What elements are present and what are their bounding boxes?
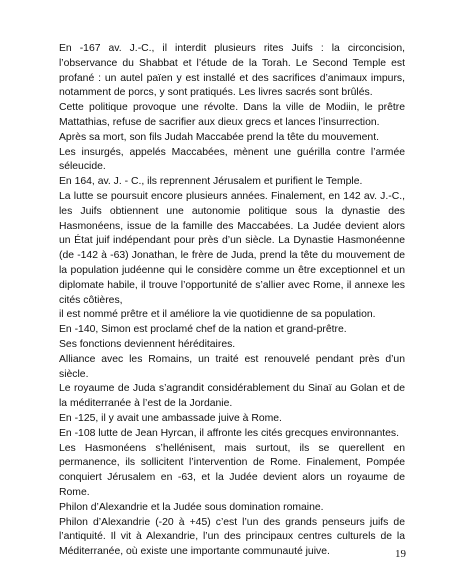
paragraph-judah-maccabee: Après sa mort, son fils Judah Maccabée prend la tête du mouvement.	[59, 131, 379, 143]
body-text	[59, 42, 405, 560]
paragraph-revolt: Cette politique provoque une révolte. Dans la ville de Modiin, le prêtre Mattathias, refuse de sacrifier aux dieux grecs et lances l’insurrection.	[59, 102, 405, 128]
paragraph-philo: Philon d’Alexandrie (-20 à +45) c’est l’un des grands penseurs juifs de l’antiquité. Il vit à Alexandrie, l’un des principaux centres culturels de la Méditerranée, où existe une importante communauté juive.	[59, 516, 405, 558]
page-number: 19	[395, 548, 406, 560]
paragraph-jerusalem-retaken: En 164, av. J. - C., ils reprennent Jérusalem et purifient le Temple.	[59, 176, 363, 188]
paragraph-philo-heading: Philon d’Alexandrie et la Judée sous domination romaine.	[59, 501, 324, 513]
paragraph-antiochus-decrees: En -167 av. J.-C., il interdit plusieurs rites Juifs : la circoncision, l’observance du Shabbat et l’étude de la Torah. Le Second Temple est profané : un autel païen y est installé et des sacrifices d’animaux impurs, notamment de porcs, y sont pratiqués. Les livres sacrés sont brûlés.	[59, 43, 405, 99]
paragraph-hereditary: Ses fonctions deviennent héréditaires.	[59, 338, 236, 350]
paragraph-simon: En -140, Simon est proclamé chef de la nation et grand-prêtre.	[59, 324, 347, 336]
paragraph-roman-alliance: Alliance avec les Romains, un traité est renouvelé pendant près d’un siècle.	[59, 353, 405, 380]
paragraph-guerrilla: Les insurgés, appelés Maccabées, mènent une guérilla contre l’armée séleucide.	[59, 146, 405, 173]
paragraph-named-priest: il est nommé prêtre et il améliore la vie quotidienne de sa population.	[59, 309, 376, 321]
paragraph-kingdom-expands: Le royaume de Juda s’agrandit considérablement du Sinaï au Golan et de la méditerranée à l’est de la Jordanie.	[59, 383, 405, 410]
paragraph-embassy: En -125, il y avait une ambassade juive à Rome.	[59, 412, 282, 424]
paragraph-hasmonean-dynasty: La lutte se poursuit encore plusieurs années. Finalement, en 142 av. J.-C., les Juifs obtiennent une autonomie politique sous la dynastie des Hasmonéens, issue de la famille des Maccabées. La Judée devient alors un État juif indépendant pour près d’un siècle. La Dynastie Hasmonéenne (de -142 à -63) Jonathan, le frère de Juda, prend la tête du mouvement de la population judéenne qui le considère comme un être exceptionnel et un diplomate habile, il trouve l’opportunité de s’allier avec Rome, il annexe les cités côtières,	[59, 190, 405, 306]
paragraph-hellenization: Les Hasmonéens s’hellénisent, mais surtout, ils se querellent en permanence, ils sollicitent l’intervention de Rome. Finalement, Pompée conquiert Jérusalem en -63, et la Judée devient alors un royaume de Rome.	[59, 442, 405, 498]
paragraph-john-hyrcanus: En -108 lutte de Jean Hyrcan, il affronte les cités grecques environnantes.	[59, 427, 400, 439]
